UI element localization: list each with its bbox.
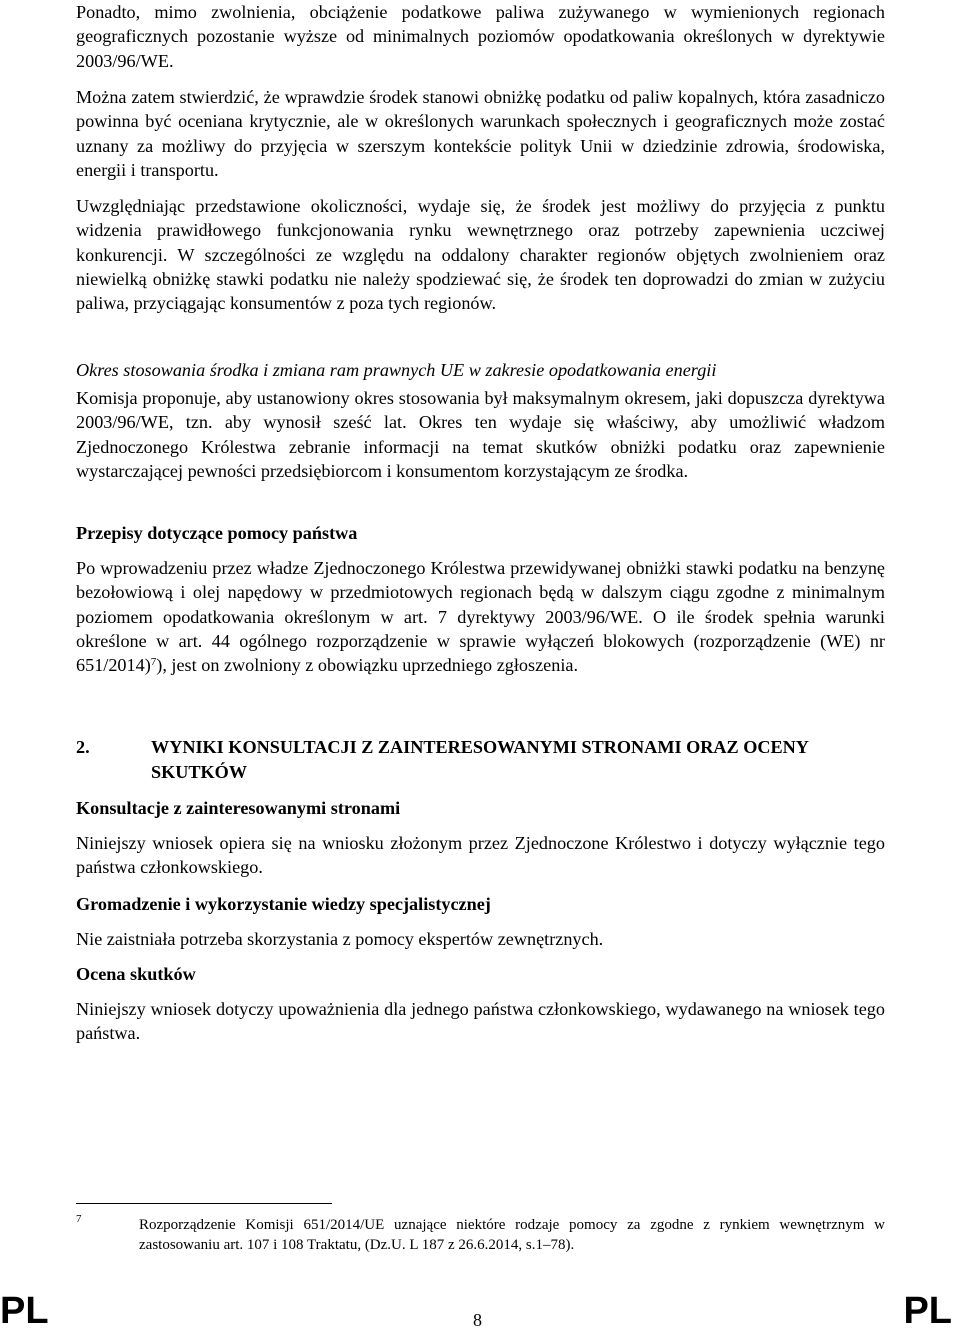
- paragraph-fossil-fuel-assessment: Można zatem stwierdzić, że wprawdzie środek stanowi obniżkę podatku od paliw kopalnych, która zasadniczo powinna być oceniana krytycznie, ale w określonych warunkach społecznych i geograficznych może zostać uznany za możliwy do przyjęcia w szerszym kontekście polityk Unii w dziedzinie zdrowia, środowiska, energii i transportu.: [76, 87, 885, 180]
- footnote-number: 7: [76, 1213, 82, 1225]
- footnote-reference[interactable]: 7: [150, 656, 157, 669]
- language-code-left: PL: [0, 1290, 49, 1332]
- paragraph-impact-assessment: Niniejszy wniosek dotyczy upoważnienia dla jednego państwa członkowskiego, wydawanego na wniosek tego państwa.: [76, 999, 885, 1044]
- paragraph-fuel-tax-burden: Ponadto, mimo zwolnienia, obciążenie podatkowe paliwa zużywanego w wymienionych regionach geograficznych pozostanie wyższe od minimalnych poziomów opodatkowania określonych w dyrektywie 2003/96/WE.: [76, 2, 885, 71]
- paragraph-consultations: Niniejszy wniosek opiera się na wniosku złożonym przez Zjednoczone Królestwo i dotyczy wyłącznie tego państwa członkowskiego.: [76, 833, 885, 878]
- paragraph-application-period: Komisja proponuje, aby ustanowiony okres stosowania był maksymalnym okresem, jaki dopuszcza dyrektywa 2003/96/WE, tzn. aby wynosił sześć lat. Okres ten wydaje się właściwy, aby umożliwić władzom Zjednoczonego Królestwa zebranie informacji na temat skutków obniżki podatku oraz zapewnienie wystarczającej pewności przedsiębiorcom i konsumentom korzystającym ze środka.: [76, 388, 885, 481]
- paragraph-expertise: Nie zaistniała potrzeba skorzystania z pomocy ekspertów zewnętrznych.: [76, 929, 604, 949]
- paragraph-state-aid-text: Po wprowadzeniu przez władze Zjednoczonego Królestwa przewidywanej obniżki stawki podatku na benzynę bezołowiową i olej napędowy w przedmiotowych regionach będą w dalszym ciągu zgodne z minimalnym poziomem opodatkowania określonym w art. 7 dyrektywy 2003/96/WE. O ile środek spełnia warunki określone w art. 44 ogólnego rozporządzenie w sprawie wyłączeń blokowych (rozporządzenie (WE) nr 651/2014): [76, 558, 885, 676]
- heading-state-aid: Przepisy dotyczące pomocy państwa: [76, 523, 358, 543]
- language-code-right: PL: [903, 1290, 952, 1332]
- heading-expertise: Gromadzenie i wykorzystanie wiedzy specjalistycznej: [76, 894, 491, 914]
- heading-consultations: Konsultacje z zainteresowanymi stronami: [76, 798, 401, 818]
- heading-application-period: Okres stosowania środka i zmiana ram prawnych UE w zakresie opodatkowania energii: [76, 360, 717, 380]
- section-number: 2.: [76, 737, 90, 757]
- footnote-divider: [76, 1203, 332, 1204]
- section-title: WYNIKI KONSULTACJI Z ZAINTERESOWANYMI STRONAMI ORAZ OCENY SKUTKÓW: [151, 737, 809, 782]
- footnote-text: Rozporządzenie Komisji 651/2014/UE uznające niektóre rodzaje pomocy za zgodne z rynkiem wewnętrznym w zastosowaniu art. 107 i 108 Traktatu, (Dz.U. L 187 z 26.6.2014, s.1–78).: [139, 1217, 885, 1253]
- page-number: 8: [473, 1310, 482, 1330]
- paragraph-state-aid-text-end: ), jest on zwolniony z obowiązku uprzedniego zgłoszenia.: [156, 655, 579, 676]
- paragraph-internal-market: Uwzględniając przedstawione okoliczności, wydaje się, że środek jest możliwy do przyjęcia z punktu widzenia prawidłowego funkcjonowania rynku wewnętrznego oraz potrzeby zapewnienia uczciwej konkurencji. W szczególności ze względu na oddalony charakter regionów objętych zwolnieniem oraz niewielką obniżkę stawki podatku nie należy spodziewać się, że środek ten doprowadzi do zmian w zużyciu paliwa, przyciągając konsumentów z poza tych regionów.: [76, 196, 885, 314]
- paragraph-state-aid: [76, 556, 885, 677]
- heading-impact-assessment: Ocena skutków: [76, 964, 196, 984]
